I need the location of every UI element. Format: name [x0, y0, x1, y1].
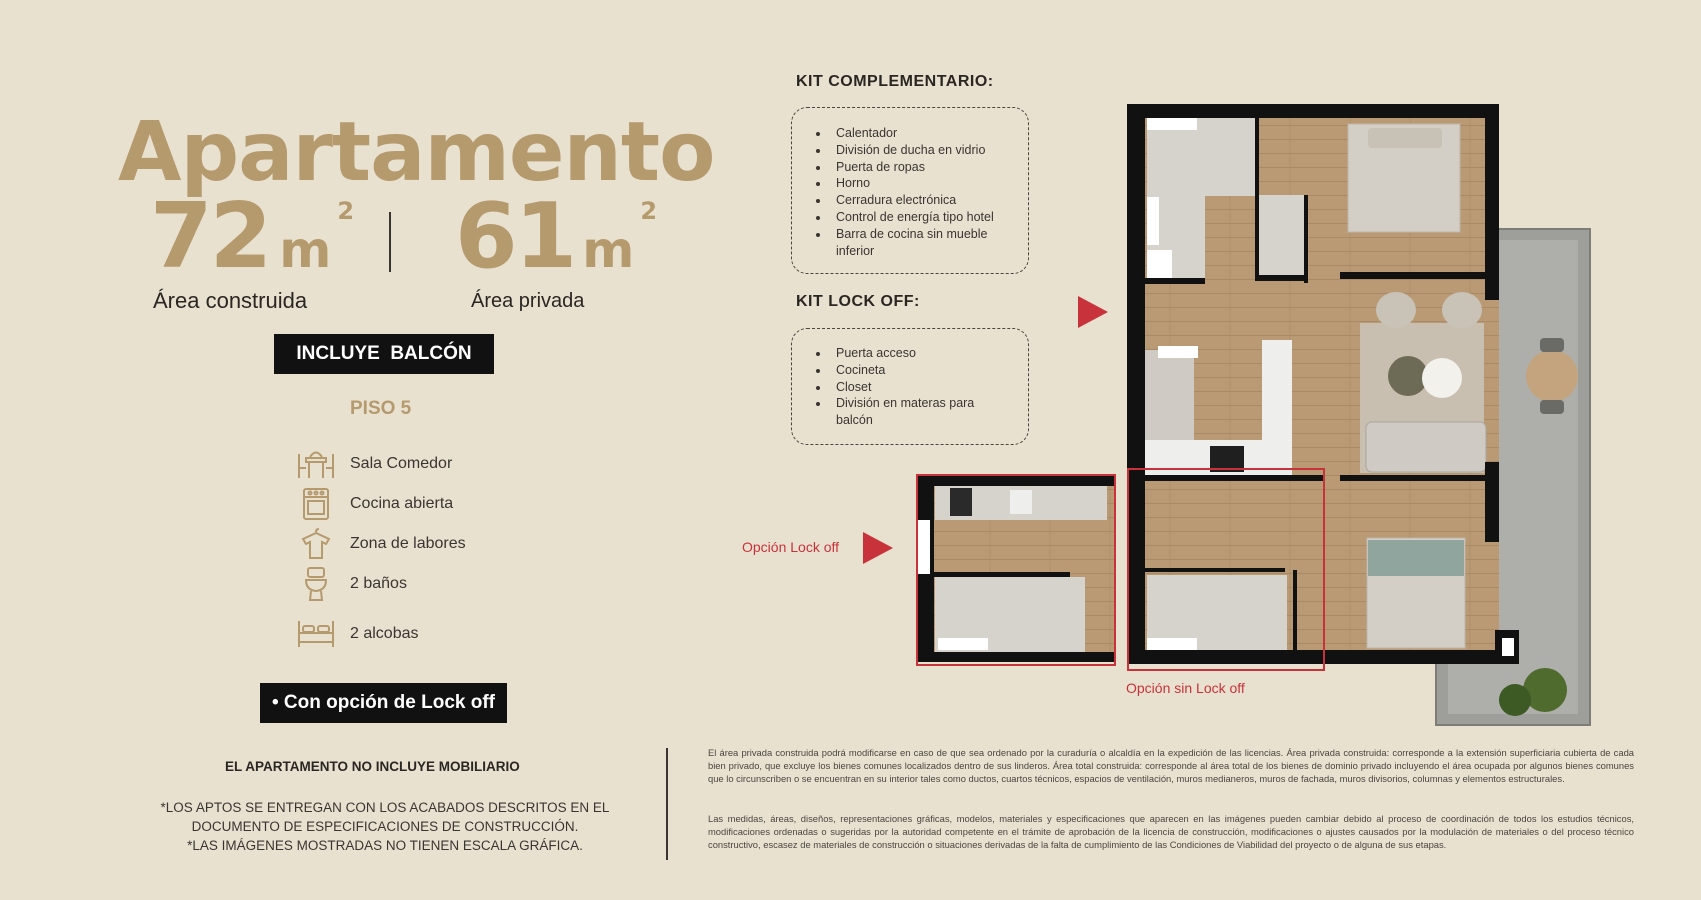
built-area-unit: m [279, 221, 332, 279]
sofa-icon [1366, 422, 1486, 472]
private-area-number: 61 [455, 184, 575, 289]
kit-item: • Closet [830, 379, 1028, 396]
kit-item: • División en materas para balcón [830, 395, 1028, 429]
kit-item: • Puerta acceso [830, 345, 1028, 362]
kit-item: • Horno [830, 175, 1028, 192]
page-title: Apartamento [118, 105, 715, 200]
kit-complementario-title: KIT COMPLEMENTARIO: [796, 73, 994, 90]
legal-paragraph-1: El área privada construida podrá modificarse en caso de que sea ordenado por la curaduría o alcaldía en la expedición de las licencias. Área privada construida: corresponde a la extensión superficiaria cubierta de cada bien privado, que excluye los bienes comunes localizados dentro de sus linderos. Área total construida: corresponde al área total de los bienes de dominio privado incluyendo el área ocupada por algunos bienes comunes que lo circunscriben o se encuentran en su interior tales como ductos, cuartos técnicos, espacios de ventilación, muros medianeros, muros de fachada, muros divisorios, columnas y elementos estructurales. [708, 747, 1634, 784]
kit-item: • Cocineta [830, 362, 1028, 379]
kit-item: • Puerta de ropas [830, 159, 1028, 176]
built-area-label: Área construida [153, 288, 308, 313]
feature-label: 2 alcobas [350, 625, 419, 642]
kit-item: • Cerradura electrónica [830, 192, 1028, 209]
lockoff-badge: • Con opción de Lock off [260, 683, 507, 723]
note-line: DOCUMENTO DE ESPECIFICACIONES DE CONSTRUCCIÓN. [191, 819, 579, 834]
floor-label: PISO 5 [350, 398, 412, 419]
feature-label: Cocina abierta [350, 495, 454, 512]
private-area-unit: m [582, 221, 635, 279]
feature-label: 2 baños [350, 575, 407, 592]
no-furniture-note: EL APARTAMENTO NO INCLUYE MOBILIARIO [225, 759, 520, 774]
private-area-label: Área privada [471, 290, 585, 312]
built-area-number: 72 [150, 184, 270, 289]
balcony-table-icon [1526, 350, 1578, 402]
kit-item: • Barra de cocina sin mueble inferior [830, 226, 1028, 260]
feature-label: Zona de labores [350, 535, 466, 552]
option-no-lock-off-label: Opción sin Lock off [1126, 680, 1245, 696]
kit-item: • División de ducha en vidrio [830, 142, 1028, 159]
feature-label: Sala Comedor [350, 455, 453, 472]
note-line: *LAS IMÁGENES MOSTRADAS NO TIENEN ESCALA GRÁFICA. [187, 838, 583, 853]
note-line: *LOS APTOS SE ENTREGAN CON LOS ACABADOS DESCRITOS EN EL [160, 800, 610, 815]
kit-item: • Control de energía tipo hotel [830, 209, 1028, 226]
balcony-badge: INCLUYE BALCÓN [274, 334, 494, 374]
kit-item: • Calentador [830, 125, 1028, 142]
legal-paragraph-2: Las medidas, áreas, diseños, representaciones gráficas, modelos, materiales y especificaciones que aparecen en las imágenes pueden cambiar debido al proceso de coordinación de todos los estudios técnicos, modificaciones ordenadas o sugeridas por la autoridad competente en el trámite de aprobación de la licencia de construcción, modificaciones o ajustes causados por la modulación de materiales o del proceso técnico constructivo, escasez de materiales de construcción o situaciones derivadas de la falta de cumplimiento de las Condiciones de Viabilidad del proyecto o de alguna de sus etapas. [708, 813, 1634, 850]
option-lock-off-label: Opción Lock off [742, 539, 840, 555]
built-area-unit-sup: 2 [337, 197, 355, 225]
private-area-unit-sup: 2 [640, 197, 658, 225]
kit-lock-off-title: KIT LOCK OFF: [796, 293, 920, 310]
